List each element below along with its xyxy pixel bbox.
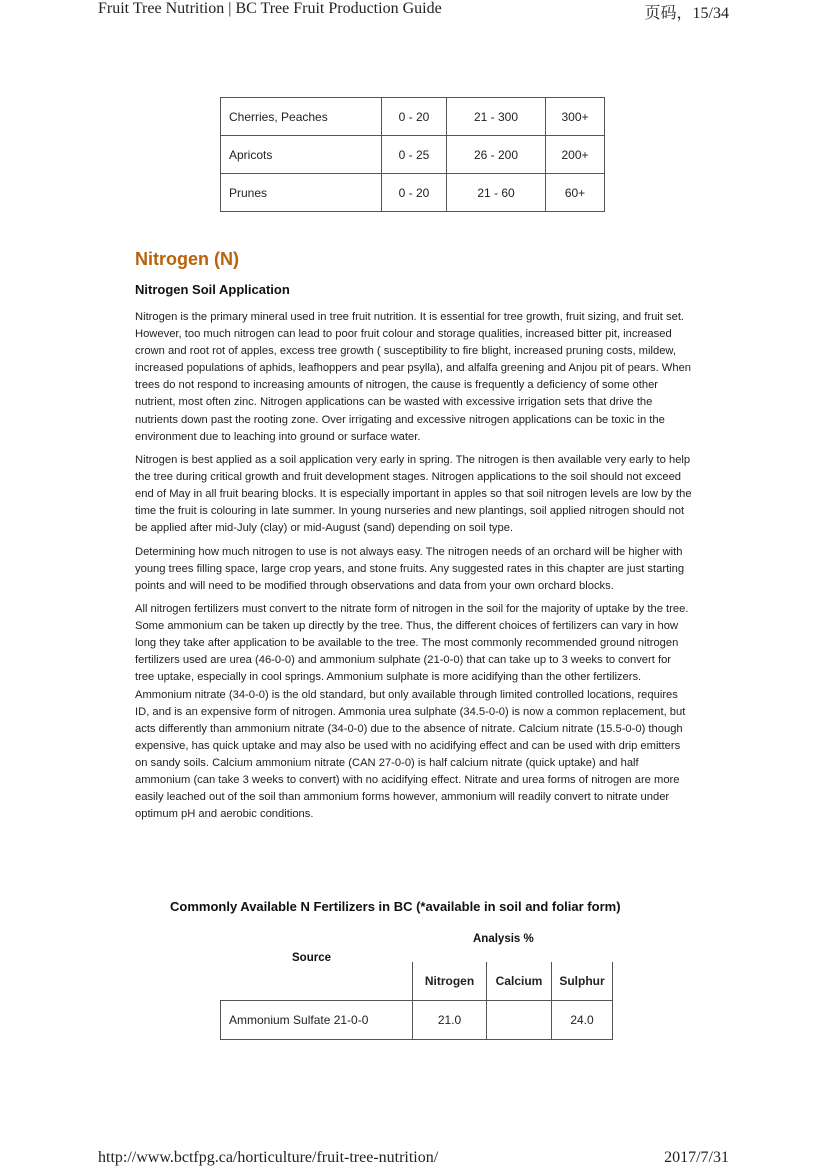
sulphur-cell: 24.0 xyxy=(552,1001,613,1040)
paragraph: Nitrogen is best applied as a soil application very early in spring. The nitrogen is then available very early to help the tree during critical growth and fruit development stages. Nitrogen applications to the soil should not exceed end of May in all fruit bearing blocks. It is especially important in apples so that soil nitrogen levels are low by the time the fruit is colouring in late summer. In young nurseries and new plantings, soil applied nitrogen should not be applied after mid-July (clay) or mid-August (sand) depending on soil type. xyxy=(135,453,692,535)
range-mid-cell: 21 - 60 xyxy=(447,174,546,212)
range-high-cell: 200+ xyxy=(546,136,605,174)
range-low-cell: 0 - 25 xyxy=(382,136,447,174)
table-row xyxy=(221,136,605,174)
header-title: Fruit Tree Nutrition | BC Tree Fruit Production Guide xyxy=(98,0,442,17)
header-page-number: 页码，15/34 xyxy=(644,5,729,22)
body-text xyxy=(135,309,693,829)
crop-cell: Cherries, Peaches xyxy=(221,98,382,136)
source-cell: Ammonium Sulfate 21-0-0 xyxy=(221,1001,413,1040)
section-heading: Nitrogen (N) xyxy=(135,249,239,269)
calcium-cell xyxy=(487,1001,552,1040)
range-mid-cell: 21 - 300 xyxy=(447,98,546,136)
table-row xyxy=(221,98,605,136)
analysis-label: Analysis % xyxy=(473,933,534,945)
column-header: Sulphur xyxy=(552,962,613,1001)
crop-cell: Prunes xyxy=(221,174,382,212)
soil-test-table xyxy=(220,97,605,212)
range-mid-cell: 26 - 200 xyxy=(447,136,546,174)
section-subheading: Nitrogen Soil Application xyxy=(135,282,290,297)
page-footer xyxy=(98,1149,729,1167)
source-label: Source xyxy=(292,952,331,964)
nitrogen-cell: 21.0 xyxy=(413,1001,487,1040)
range-low-cell: 0 - 20 xyxy=(382,174,447,212)
crop-cell: Apricots xyxy=(221,136,382,174)
range-high-cell: 60+ xyxy=(546,174,605,212)
column-header: Nitrogen xyxy=(413,962,487,1001)
page-header xyxy=(98,0,729,23)
range-high-cell: 300+ xyxy=(546,98,605,136)
paragraph: Determining how much nitrogen to use is not always easy. The nitrogen needs of an orchard will be higher with young trees filling space, large crop years, and stone fruits. Any suggested rates in this chapter are just starting points and will need to be modified through observations and data from your own orchard blocks. xyxy=(135,545,685,592)
table-header-row xyxy=(221,962,613,1001)
footer-url[interactable]: http://www.bctfpg.ca/horticulture/fruit-tree-nutrition/ xyxy=(98,1149,439,1166)
table-row xyxy=(221,174,605,212)
range-low-cell: 0 - 20 xyxy=(382,98,447,136)
blank-header-cell xyxy=(221,962,413,1001)
paragraph: Nitrogen is the primary mineral used in tree fruit nutrition. It is essential for tree growth, fruit sizing, and fruit set. However, too much nitrogen can lead to poor fruit colour and storage qualities, increased bitter pit, increased crown and root rot of apples, excess tree growth ( susceptibility to fire blight, increased pruning costs, mildew, increased populations of aphids, leafhoppers and pear psylla), and alfalfa greening and Anjou pit of pears. When trees do not respond to increasing amounts of nitrogen, the cause is frequently a deficiency of some other nutrient, most often zinc. Nitrogen applications can be wasted with excessive irrigation sets that drive the nutrients down past the rooting zone. Over irrigating and excessive nitrogen applications can be toxic in the environment due to leaching into ground or surface water. xyxy=(135,311,692,443)
paragraph: All nitrogen fertilizers must convert to the nitrate form of nitrogen in the soil for the majority of uptake by the tree. Some ammonium can be taken up directly by the tree. Thus, the different choices of fertilizers can vary in how long they take after application to be available to the tree. The most commonly recommended ground nitrogen fertilizers used are urea (46-0-0) and ammonium sulphate (21-0-0) that can take up to 3 weeks to convert for tree uptake, especially in cool springs. Ammonium sulphate is more acidifying than the other fertilizers. Ammonium nitrate (34-0-0) is the old standard, but only available through limited controlled locations, requires ID, and is an expensive form of nitrogen. Ammonia urea sulphate (34.5-0-0) is now a common replacement, but acts differently than ammonium nitrate (34-0-0) due to the absence of nitrate. Calcium nitrate (15.5-0-0) though expensive, has quick uptake and may also be used with no acidifying effect and can be used with drip emitters on sandy soils. Calcium ammonium nitrate (CAN 27-0-0) is half calcium nitrate (quick uptake) and half ammonium (can take 3 weeks to convert) with no acidifying effect. Nitrate and urea forms of nitrogen are more easily leached out of the soil than ammonium forms however, ammonium will readily convert to nitrate under optimum pH and aerobic conditions. xyxy=(135,603,689,821)
footer-date: 2017/7/31 xyxy=(664,1149,729,1166)
fertilizer-table xyxy=(220,962,613,1040)
table-row xyxy=(221,1001,613,1040)
column-header: Calcium xyxy=(487,962,552,1001)
table-caption: Commonly Available N Fertilizers in BC (*available in soil and foliar form) xyxy=(170,899,621,914)
